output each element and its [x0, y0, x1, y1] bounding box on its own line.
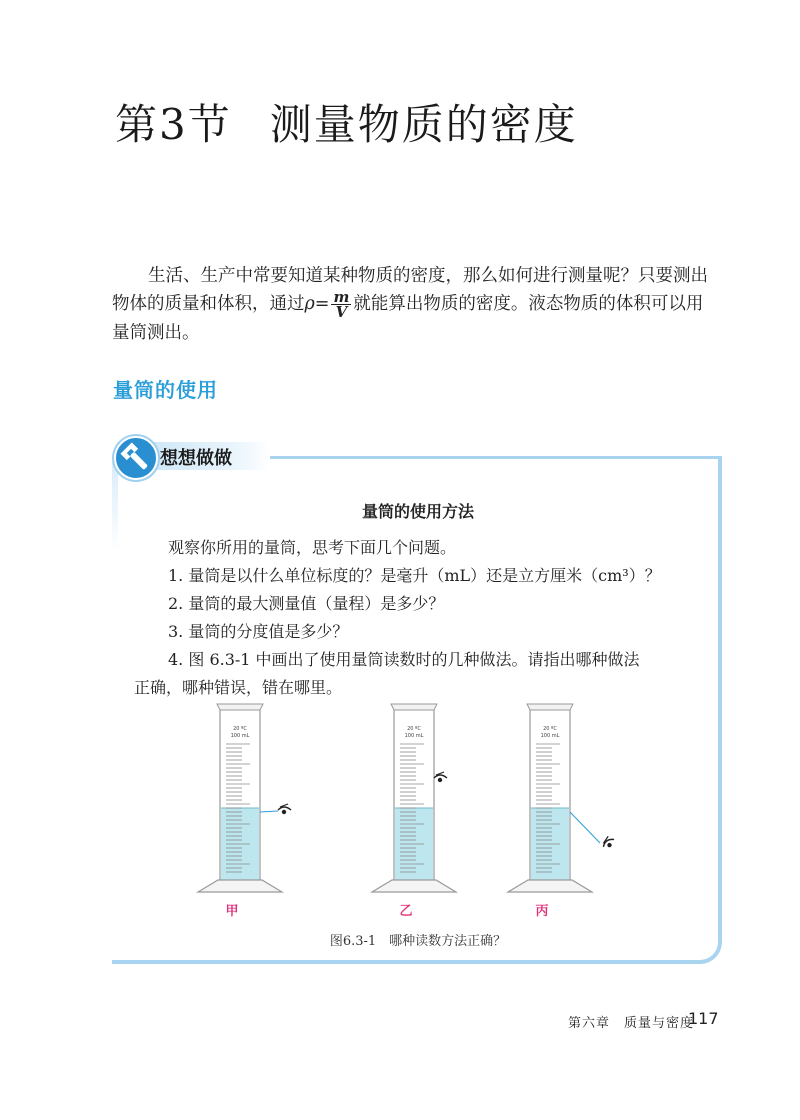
eye-icon — [600, 835, 616, 851]
figure-caption: 图6.3-1 哪种读数方法正确？ — [329, 934, 507, 949]
question-4-line-1: 4. 图 6.3-1 中画出了使用量筒读数时的几种做法。请指出哪种做法 — [168, 650, 640, 669]
formula-numerator: m — [333, 288, 350, 306]
cylinder-jia-volume: 100 mL — [230, 733, 250, 739]
eye-icon — [278, 804, 291, 814]
intro-line-1: 生活、生产中常要知道某种物质的密度，那么如何进行测量呢？只要测出 — [148, 266, 708, 286]
question-1: 1. 量筒是以什么单位标度的？是毫升（mL）还是立方厘米（cm³）？ — [168, 566, 661, 585]
formula-lhs: ρ= — [304, 294, 330, 314]
cylinder-yi-volume: 100 mL — [404, 733, 424, 739]
sight-line-bing — [570, 812, 600, 843]
cylinder-label-yi: 乙 — [399, 904, 413, 919]
cylinder-figure — [112, 700, 724, 900]
page-title — [115, 92, 578, 152]
cylinder-bing — [508, 704, 616, 892]
activity-title: 量筒的使用方法 — [361, 502, 474, 521]
wrench-icon — [116, 438, 156, 478]
intro-paragraph — [112, 262, 724, 347]
wrench-badge — [114, 436, 158, 480]
section-title: 测量物质的密度 — [269, 100, 578, 149]
formula-fraction — [331, 290, 351, 319]
activity-intro: 观察你所用的量筒，思考下面几个问题。 — [168, 538, 457, 557]
activity-box-top-border — [235, 456, 722, 459]
cylinder-label-jia: 甲 — [225, 904, 239, 919]
cylinder-jia-temp: 20 ºC — [233, 726, 247, 732]
cylinder-jia — [198, 704, 291, 892]
activity-badge-label: 想想做做 — [160, 448, 232, 469]
question-4-line-2: 正确，哪种错误，错在哪里。 — [134, 678, 343, 697]
cylinder-bing-volume: 100 mL — [540, 733, 560, 739]
formula-denominator: V — [335, 303, 348, 321]
cylinder-yi-temp: 20 ºC — [407, 726, 421, 732]
sight-line-jia — [260, 811, 278, 812]
footer-chapter: 第六章 质量与密度 — [568, 1016, 695, 1031]
intro-line-2-post: 就能算出物质的密度。液态物质的体积可以用 — [353, 294, 704, 314]
question-2: 2. 量筒的最大测量值（量程）是多少？ — [168, 594, 445, 613]
cylinder-bing-temp: 20 ºC — [543, 726, 557, 732]
cylinder-label-bing: 丙 — [535, 904, 549, 919]
intro-line-3: 量筒测出。 — [112, 323, 200, 343]
section-heading: 量筒的使用 — [113, 378, 218, 402]
question-3: 3. 量筒的分度值是多少？ — [168, 622, 349, 641]
page-number: 117 — [688, 1009, 719, 1028]
eye-icon — [434, 772, 447, 782]
cylinder-yi — [372, 704, 456, 892]
density-formula — [304, 288, 354, 321]
intro-line-2-pre: 物体的质量和体积，通过 — [112, 294, 305, 314]
section-number: 第3节 — [115, 100, 232, 149]
